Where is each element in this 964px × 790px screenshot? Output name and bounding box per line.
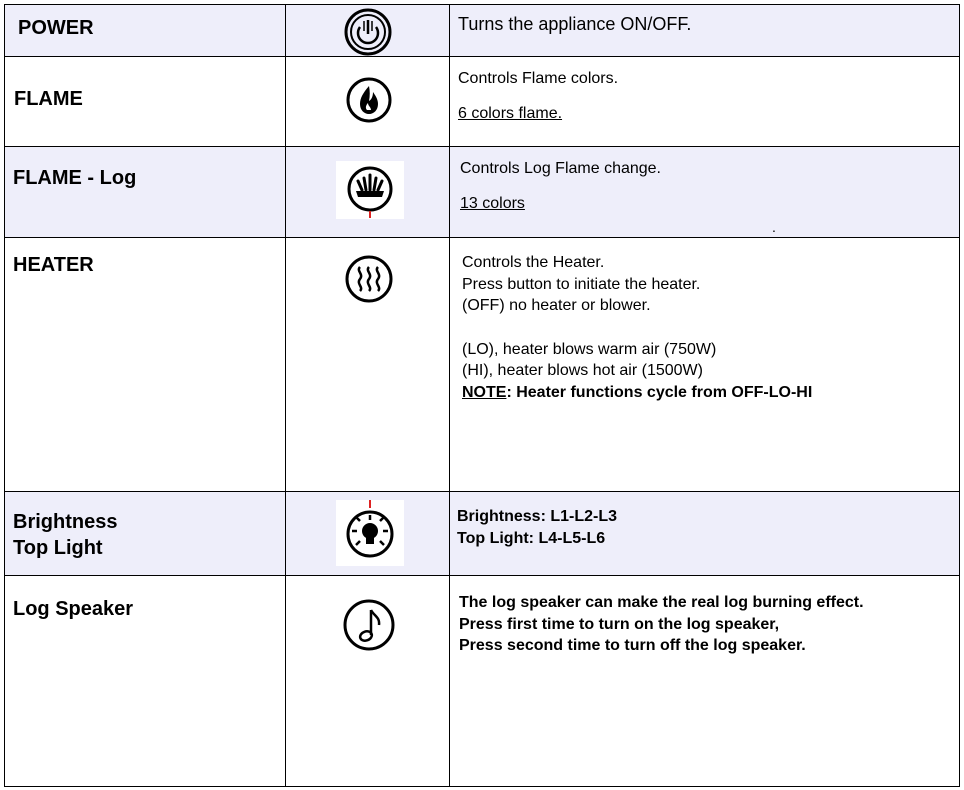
icon-cell (286, 492, 450, 575)
icon-cell (286, 576, 450, 786)
speaker-line-3: Press second time to turn off the log speaker. (459, 637, 806, 654)
heater-line-1: Controls the Heater. (462, 254, 605, 271)
log-flame-colors-note: 13 colors (460, 195, 525, 212)
description-cell (450, 238, 959, 491)
stray-dot: . (772, 219, 776, 235)
name-cell (5, 57, 286, 146)
table-row-heater (4, 238, 960, 492)
flame-icon (346, 77, 392, 123)
description-cell (450, 5, 959, 56)
name-cell (5, 5, 286, 56)
heater-line-2: Press button to initiate the heater. (462, 276, 701, 293)
row-name-flame-log: FLAME - Log (13, 167, 137, 189)
row-name-top-light: Top Light (13, 537, 103, 559)
table-row-log-speaker (4, 576, 960, 787)
description-cell (450, 147, 959, 237)
icon-cell (286, 5, 450, 56)
brightness-levels: Brightness: L1-L2-L3 (457, 508, 618, 525)
heater-line-5: (HI), heater blows hot air (1500W) (462, 362, 703, 379)
table-row-brightness (4, 492, 960, 576)
row-name-power: POWER (18, 17, 94, 39)
light-bulb-icon (336, 500, 404, 566)
icon-cell (286, 57, 450, 146)
row-name-log-speaker: Log Speaker (13, 598, 134, 620)
power-icon (343, 7, 393, 57)
description-cell (450, 57, 959, 146)
heater-note (462, 382, 812, 404)
name-cell (5, 147, 286, 237)
row-name-flame: FLAME (14, 88, 83, 110)
description-cell (450, 576, 959, 786)
description-cell (450, 492, 959, 575)
heater-icon (344, 254, 394, 304)
icon-cell (286, 238, 450, 491)
name-cell (5, 576, 286, 786)
table-row-flame (4, 57, 960, 147)
power-description: Turns the appliance ON/OFF. (458, 14, 692, 34)
table-row-flame-log (4, 147, 960, 238)
heater-line-4: (LO), heater blows warm air (750W) (462, 341, 717, 358)
heater-line-3: (OFF) no heater or blower. (462, 297, 651, 314)
log-flame-icon (336, 161, 404, 219)
speaker-line-2: Press first time to turn on the log speaker, (459, 616, 780, 633)
note-label: NOTE (462, 384, 507, 401)
icon-cell (286, 147, 450, 237)
flame-colors-note: 6 colors flame. (458, 105, 563, 122)
name-cell (5, 238, 286, 491)
log-flame-description: Controls Log Flame change. (460, 160, 661, 177)
controls-table (4, 4, 960, 787)
top-light-levels: Top Light: L4-L5-L6 (457, 530, 606, 547)
music-note-icon (342, 598, 396, 652)
table-row-power (4, 4, 960, 57)
row-name-brightness: Brightness (13, 511, 118, 533)
row-name-heater: HEATER (13, 254, 94, 276)
name-cell (5, 492, 286, 575)
speaker-line-1: The log speaker can make the real log burning effect. (459, 594, 864, 611)
note-text: : Heater functions cycle from OFF-LO-HI (506, 384, 813, 401)
flame-description: Controls Flame colors. (458, 70, 619, 87)
